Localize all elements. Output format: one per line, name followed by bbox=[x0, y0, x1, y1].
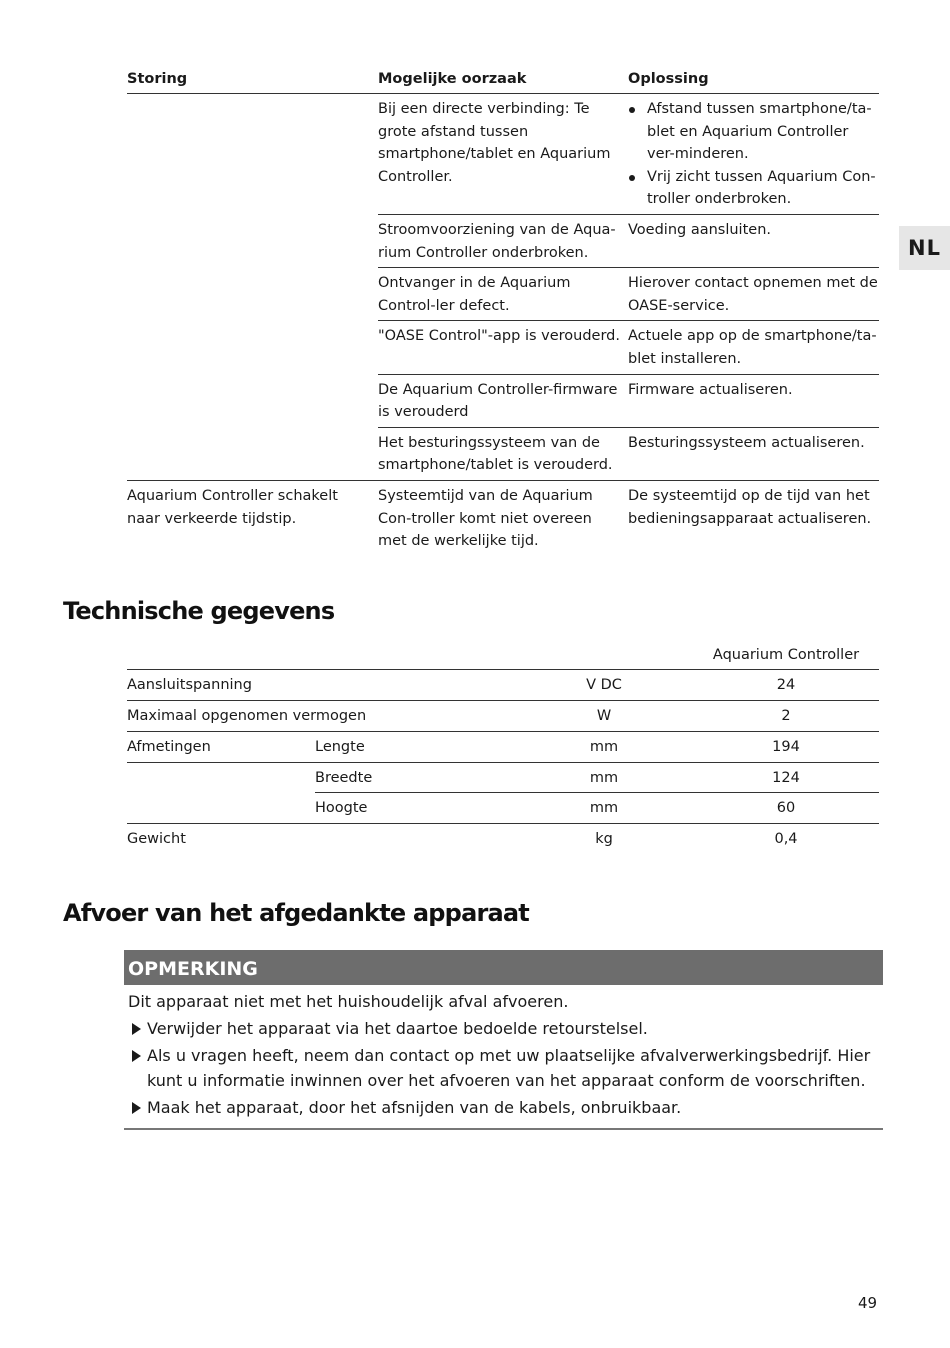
fault-group-connection bbox=[127, 94, 879, 481]
remedy-bullet: Vrij zicht tussen Aquarium Con-troller onderbroken. bbox=[628, 166, 879, 211]
table-row bbox=[127, 670, 879, 701]
remedy-cell: Firmware actualiseren. bbox=[628, 381, 793, 398]
cause-cell: Systeemtijd van de Aquarium Con-troller komt niet overeen met de werkelijke tijd. bbox=[378, 487, 593, 550]
note-body bbox=[124, 985, 883, 1130]
table-row bbox=[127, 793, 879, 824]
header-cause: Mogelijke oorzaak bbox=[378, 71, 527, 87]
header-remedy: Oplossing bbox=[628, 71, 709, 87]
tech-header-row bbox=[127, 640, 879, 670]
row-value: 0,4 bbox=[774, 831, 798, 847]
row-label: Maximaal opgenomen vermogen bbox=[127, 708, 367, 724]
remedy-cell: Actuele app op de smartphone/ta-blet installeren. bbox=[628, 328, 877, 367]
list-item bbox=[128, 1016, 879, 1041]
remedy-cell: Besturingssysteem actualiseren. bbox=[628, 434, 865, 451]
arrow-right-icon bbox=[132, 1050, 141, 1062]
table-row bbox=[127, 701, 879, 732]
row-value: 194 bbox=[772, 739, 800, 755]
step-text: Verwijder het apparaat via het daartoe bedoelde retourstelsel. bbox=[147, 1019, 648, 1038]
row-unit: mm bbox=[589, 800, 619, 816]
table-row bbox=[127, 763, 879, 793]
fault-cell: Aquarium Controller schakelt naar verkeerde tijdstip. bbox=[127, 487, 338, 527]
table-header bbox=[127, 66, 879, 94]
table-row bbox=[378, 215, 879, 268]
row-label: Gewicht bbox=[127, 831, 186, 847]
remedy-cell: De systeemtijd op de tijd van het bedieningsapparaat actualiseren. bbox=[628, 487, 872, 527]
remedy-cell: Hierover contact opnemen met de OASE-service. bbox=[628, 275, 878, 314]
cause-cell: Bij een directe verbinding: Te grote afstand tussen smartphone/tablet en Aquarium Controller. bbox=[378, 101, 611, 185]
column-header: Aquarium Controller bbox=[712, 646, 860, 663]
header-fault: Storing bbox=[127, 71, 188, 87]
tech-table bbox=[127, 640, 879, 854]
table-row bbox=[378, 321, 879, 374]
row-unit: mm bbox=[589, 769, 619, 786]
list-item bbox=[128, 1095, 879, 1120]
note-intro: Dit apparaat niet met het huishoudelijk afval afvoeren. bbox=[128, 992, 569, 1011]
cause-cell: Het besturingssysteem van de smartphone/tablet is verouderd. bbox=[378, 434, 613, 474]
remedy-cell: Voeding aansluiten. bbox=[628, 221, 771, 238]
remedy-cell bbox=[628, 98, 879, 211]
row-sublabel: Breedte bbox=[315, 769, 373, 786]
row-label: Aansluitspanning bbox=[127, 677, 252, 693]
table-row bbox=[127, 824, 879, 854]
row-unit: mm bbox=[589, 739, 619, 755]
row-value: 2 bbox=[781, 708, 791, 724]
language-tab: NL bbox=[899, 226, 950, 270]
row-value: 24 bbox=[776, 677, 796, 693]
troubleshooting-table bbox=[127, 66, 879, 556]
table-row bbox=[378, 268, 879, 321]
table-row bbox=[378, 375, 879, 428]
arrow-right-icon bbox=[132, 1102, 141, 1114]
step-text: Als u vragen heeft, neem dan contact op met uw plaatselijke afvalverwerkingsbedrijf. Hier kunt u informatie inwinnen over het afvoeren van het apparaat conform de voorschriften. bbox=[147, 1046, 871, 1090]
row-unit: kg bbox=[595, 831, 613, 847]
cause-cell: Ontvanger in de Aquarium Control-ler defect. bbox=[378, 275, 571, 314]
row-unit: V DC bbox=[586, 677, 622, 693]
row-sublabel: Lengte bbox=[315, 739, 365, 755]
row-sublabel: Hoogte bbox=[315, 800, 368, 816]
cause-cell: "OASE Control"-app is verouderd. bbox=[378, 328, 620, 345]
note-box bbox=[124, 950, 883, 1130]
table-row bbox=[127, 732, 879, 763]
row-value: 124 bbox=[772, 769, 800, 786]
step-text: Maak het apparaat, door het afsnijden van de kabels, onbruikbaar. bbox=[147, 1098, 682, 1117]
arrow-right-icon bbox=[132, 1023, 141, 1035]
cause-cell: Stroomvoorziening van de Aqua-rium Controller onderbroken. bbox=[378, 221, 616, 261]
table-row bbox=[378, 481, 879, 556]
row-label: Afmetingen bbox=[127, 739, 211, 755]
remedy-bullet: Afstand tussen smartphone/ta-blet en Aquarium Controller ver-minderen. bbox=[628, 98, 879, 166]
row-value: 60 bbox=[776, 800, 796, 816]
list-item bbox=[128, 1043, 879, 1093]
fault-group-time bbox=[127, 481, 879, 556]
row-unit: W bbox=[596, 708, 612, 724]
note-title: OPMERKING bbox=[124, 950, 883, 985]
table-row bbox=[378, 94, 879, 215]
cause-cell: De Aquarium Controller-firmware is verouderd bbox=[378, 381, 618, 421]
fault-cell bbox=[127, 94, 378, 480]
disposal-heading: Afvoer van het afgedankte apparaat bbox=[63, 899, 529, 927]
page-number: 49 bbox=[858, 1294, 878, 1312]
tech-heading: Technische gegevens bbox=[63, 597, 335, 625]
table-row bbox=[378, 428, 879, 480]
